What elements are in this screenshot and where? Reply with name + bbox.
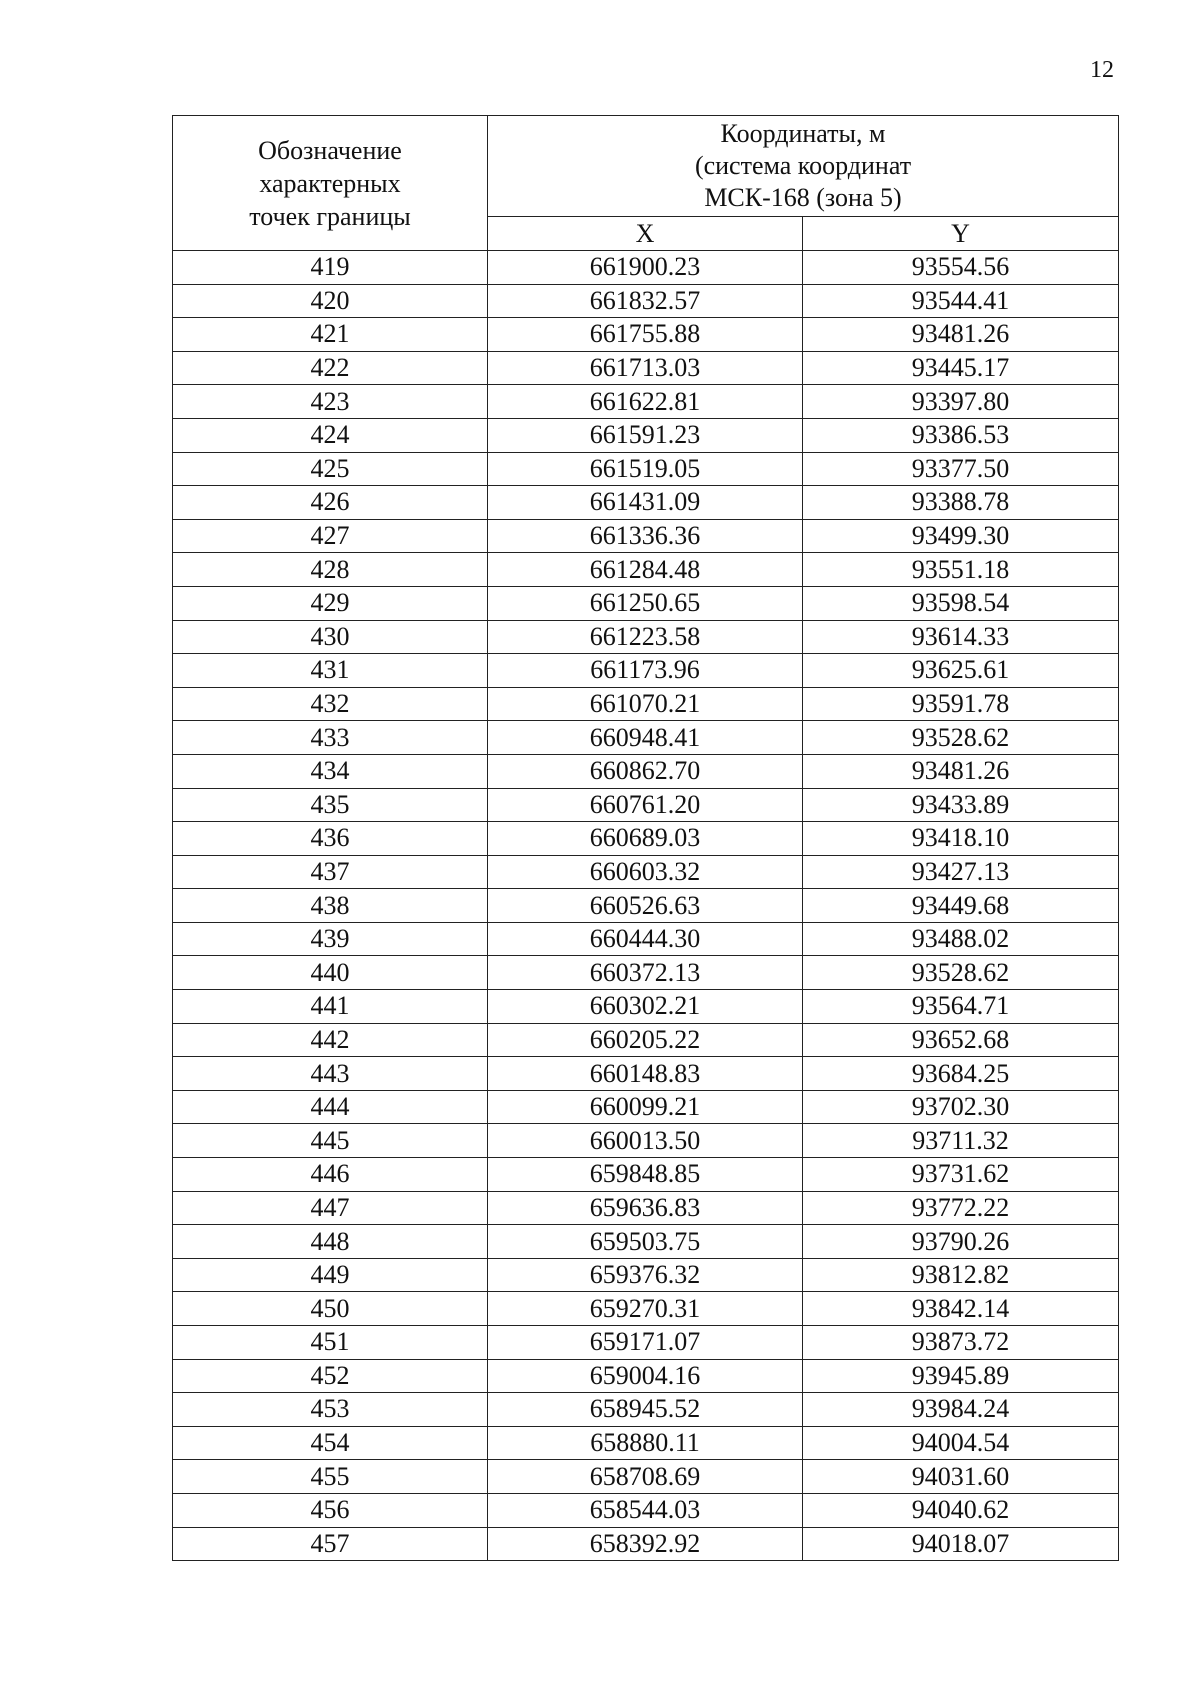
table-row xyxy=(173,318,1119,352)
x-cell: 661519.05 xyxy=(488,452,803,486)
table-row xyxy=(173,822,1119,856)
table-row xyxy=(173,1158,1119,1192)
table-row xyxy=(173,553,1119,587)
table-row xyxy=(173,654,1119,688)
point-cell: 456 xyxy=(173,1493,488,1527)
y-cell: 93711.32 xyxy=(803,1124,1119,1158)
y-cell: 93842.14 xyxy=(803,1292,1119,1326)
x-cell: 661755.88 xyxy=(488,318,803,352)
table-row xyxy=(173,754,1119,788)
x-cell: 661223.58 xyxy=(488,620,803,654)
point-cell: 425 xyxy=(173,452,488,486)
x-cell: 661070.21 xyxy=(488,687,803,721)
table-row xyxy=(173,1124,1119,1158)
point-cell: 443 xyxy=(173,1057,488,1091)
table-row xyxy=(173,1359,1119,1393)
y-cell: 93772.22 xyxy=(803,1191,1119,1225)
y-cell: 93873.72 xyxy=(803,1326,1119,1360)
y-cell: 93481.26 xyxy=(803,318,1119,352)
table-row xyxy=(173,1460,1119,1494)
point-cell: 438 xyxy=(173,889,488,923)
table-row xyxy=(173,721,1119,755)
point-column-header xyxy=(173,116,488,251)
point-cell: 420 xyxy=(173,284,488,318)
table-row xyxy=(173,855,1119,889)
point-cell: 444 xyxy=(173,1090,488,1124)
page-number: 12 xyxy=(1090,57,1114,83)
y-cell: 93945.89 xyxy=(803,1359,1119,1393)
x-cell: 660948.41 xyxy=(488,721,803,755)
point-cell: 430 xyxy=(173,620,488,654)
point-cell: 422 xyxy=(173,351,488,385)
table-row xyxy=(173,1292,1119,1326)
point-cell: 431 xyxy=(173,654,488,688)
x-cell: 661713.03 xyxy=(488,351,803,385)
x-cell: 659376.32 xyxy=(488,1258,803,1292)
table-body xyxy=(173,251,1119,1561)
x-cell: 660689.03 xyxy=(488,822,803,856)
table-row xyxy=(173,687,1119,721)
x-cell: 658880.11 xyxy=(488,1426,803,1460)
table-row xyxy=(173,452,1119,486)
table-row xyxy=(173,418,1119,452)
x-cell: 661284.48 xyxy=(488,553,803,587)
y-cell: 93591.78 xyxy=(803,687,1119,721)
y-cell: 93625.61 xyxy=(803,654,1119,688)
point-cell: 445 xyxy=(173,1124,488,1158)
table-row xyxy=(173,284,1119,318)
y-cell: 93564.71 xyxy=(803,990,1119,1024)
coords-header-line: МСК-168 (зона 5) xyxy=(704,183,902,213)
y-cell: 93386.53 xyxy=(803,418,1119,452)
table-row xyxy=(173,1258,1119,1292)
point-cell: 452 xyxy=(173,1359,488,1393)
table-header xyxy=(173,116,1119,251)
y-cell: 93702.30 xyxy=(803,1090,1119,1124)
table-row xyxy=(173,922,1119,956)
point-cell: 434 xyxy=(173,754,488,788)
table-row xyxy=(173,620,1119,654)
x-cell: 660013.50 xyxy=(488,1124,803,1158)
table-row xyxy=(173,1493,1119,1527)
table-row xyxy=(173,586,1119,620)
x-cell: 658544.03 xyxy=(488,1493,803,1527)
x-cell: 658945.52 xyxy=(488,1393,803,1427)
point-cell: 455 xyxy=(173,1460,488,1494)
point-cell: 448 xyxy=(173,1225,488,1259)
y-cell: 93528.62 xyxy=(803,721,1119,755)
y-cell: 93544.41 xyxy=(803,284,1119,318)
point-cell: 435 xyxy=(173,788,488,822)
x-cell: 660148.83 xyxy=(488,1057,803,1091)
y-cell: 93388.78 xyxy=(803,486,1119,520)
point-cell: 446 xyxy=(173,1158,488,1192)
x-cell: 660205.22 xyxy=(488,1023,803,1057)
point-cell: 441 xyxy=(173,990,488,1024)
y-cell: 93652.68 xyxy=(803,1023,1119,1057)
y-cell: 93481.26 xyxy=(803,754,1119,788)
table-row xyxy=(173,1191,1119,1225)
table-row xyxy=(173,1426,1119,1460)
table-row xyxy=(173,1393,1119,1427)
point-cell: 426 xyxy=(173,486,488,520)
point-cell: 429 xyxy=(173,586,488,620)
x-cell: 659503.75 xyxy=(488,1225,803,1259)
table-row xyxy=(173,519,1119,553)
x-cell: 659004.16 xyxy=(488,1359,803,1393)
point-cell: 433 xyxy=(173,721,488,755)
point-cell: 442 xyxy=(173,1023,488,1057)
y-cell: 93984.24 xyxy=(803,1393,1119,1427)
point-cell: 436 xyxy=(173,822,488,856)
point-cell: 440 xyxy=(173,956,488,990)
point-cell: 428 xyxy=(173,553,488,587)
point-cell: 439 xyxy=(173,922,488,956)
x-cell: 659171.07 xyxy=(488,1326,803,1360)
x-cell: 661622.81 xyxy=(488,385,803,419)
y-cell: 94018.07 xyxy=(803,1527,1119,1561)
y-cell: 93614.33 xyxy=(803,620,1119,654)
y-cell: 93449.68 xyxy=(803,889,1119,923)
x-cell: 660761.20 xyxy=(488,788,803,822)
y-column-header: Y xyxy=(803,217,1119,251)
point-cell: 447 xyxy=(173,1191,488,1225)
y-cell: 93528.62 xyxy=(803,956,1119,990)
y-cell: 93445.17 xyxy=(803,351,1119,385)
x-cell: 661250.65 xyxy=(488,586,803,620)
x-cell: 658392.92 xyxy=(488,1527,803,1561)
x-column-header: X xyxy=(488,217,803,251)
x-cell: 658708.69 xyxy=(488,1460,803,1494)
y-cell: 93812.82 xyxy=(803,1258,1119,1292)
point-cell: 449 xyxy=(173,1258,488,1292)
coordinates-table xyxy=(172,115,1119,1561)
x-cell: 661336.36 xyxy=(488,519,803,553)
x-cell: 659636.83 xyxy=(488,1191,803,1225)
x-cell: 660099.21 xyxy=(488,1090,803,1124)
point-header-line: точек границы xyxy=(249,201,411,231)
y-cell: 93433.89 xyxy=(803,788,1119,822)
table-row xyxy=(173,788,1119,822)
point-cell: 424 xyxy=(173,418,488,452)
x-cell: 660526.63 xyxy=(488,889,803,923)
table-row xyxy=(173,1090,1119,1124)
point-cell: 427 xyxy=(173,519,488,553)
x-cell: 660302.21 xyxy=(488,990,803,1024)
table-row xyxy=(173,486,1119,520)
header-row-top xyxy=(173,116,1119,217)
point-cell: 453 xyxy=(173,1393,488,1427)
point-header-line: характерных xyxy=(259,168,401,198)
table-row xyxy=(173,1057,1119,1091)
y-cell: 94031.60 xyxy=(803,1460,1119,1494)
x-cell: 661832.57 xyxy=(488,284,803,318)
point-cell: 432 xyxy=(173,687,488,721)
coordinates-column-header xyxy=(488,116,1119,217)
point-cell: 457 xyxy=(173,1527,488,1561)
table-row xyxy=(173,990,1119,1024)
table-row xyxy=(173,1023,1119,1057)
point-cell: 450 xyxy=(173,1292,488,1326)
x-cell: 660444.30 xyxy=(488,922,803,956)
point-cell: 454 xyxy=(173,1426,488,1460)
y-cell: 93551.18 xyxy=(803,553,1119,587)
x-cell: 661591.23 xyxy=(488,418,803,452)
point-cell: 451 xyxy=(173,1326,488,1360)
y-cell: 94004.54 xyxy=(803,1426,1119,1460)
x-cell: 661900.23 xyxy=(488,251,803,285)
y-cell: 93488.02 xyxy=(803,922,1119,956)
y-cell: 93377.50 xyxy=(803,452,1119,486)
x-cell: 660372.13 xyxy=(488,956,803,990)
point-cell: 421 xyxy=(173,318,488,352)
x-cell: 661431.09 xyxy=(488,486,803,520)
x-cell: 659270.31 xyxy=(488,1292,803,1326)
y-cell: 93684.25 xyxy=(803,1057,1119,1091)
point-cell: 419 xyxy=(173,251,488,285)
x-cell: 660603.32 xyxy=(488,855,803,889)
y-cell: 93731.62 xyxy=(803,1158,1119,1192)
y-cell: 93427.13 xyxy=(803,855,1119,889)
y-cell: 93397.80 xyxy=(803,385,1119,419)
x-cell: 661173.96 xyxy=(488,654,803,688)
y-cell: 93790.26 xyxy=(803,1225,1119,1259)
table-row xyxy=(173,889,1119,923)
point-cell: 423 xyxy=(173,385,488,419)
table-row xyxy=(173,251,1119,285)
y-cell: 93418.10 xyxy=(803,822,1119,856)
table-row xyxy=(173,385,1119,419)
table-row xyxy=(173,351,1119,385)
point-cell: 437 xyxy=(173,855,488,889)
table-row xyxy=(173,1326,1119,1360)
y-cell: 93499.30 xyxy=(803,519,1119,553)
y-cell: 93554.56 xyxy=(803,251,1119,285)
y-cell: 94040.62 xyxy=(803,1493,1119,1527)
x-cell: 660862.70 xyxy=(488,754,803,788)
coords-header-line: Координаты, м xyxy=(720,119,886,149)
table-row xyxy=(173,1225,1119,1259)
y-cell: 93598.54 xyxy=(803,586,1119,620)
table-row xyxy=(173,956,1119,990)
coords-header-line: (система координат xyxy=(694,151,912,181)
x-cell: 659848.85 xyxy=(488,1158,803,1192)
point-header-line: Обозначение xyxy=(258,135,402,165)
table-row xyxy=(173,1527,1119,1561)
